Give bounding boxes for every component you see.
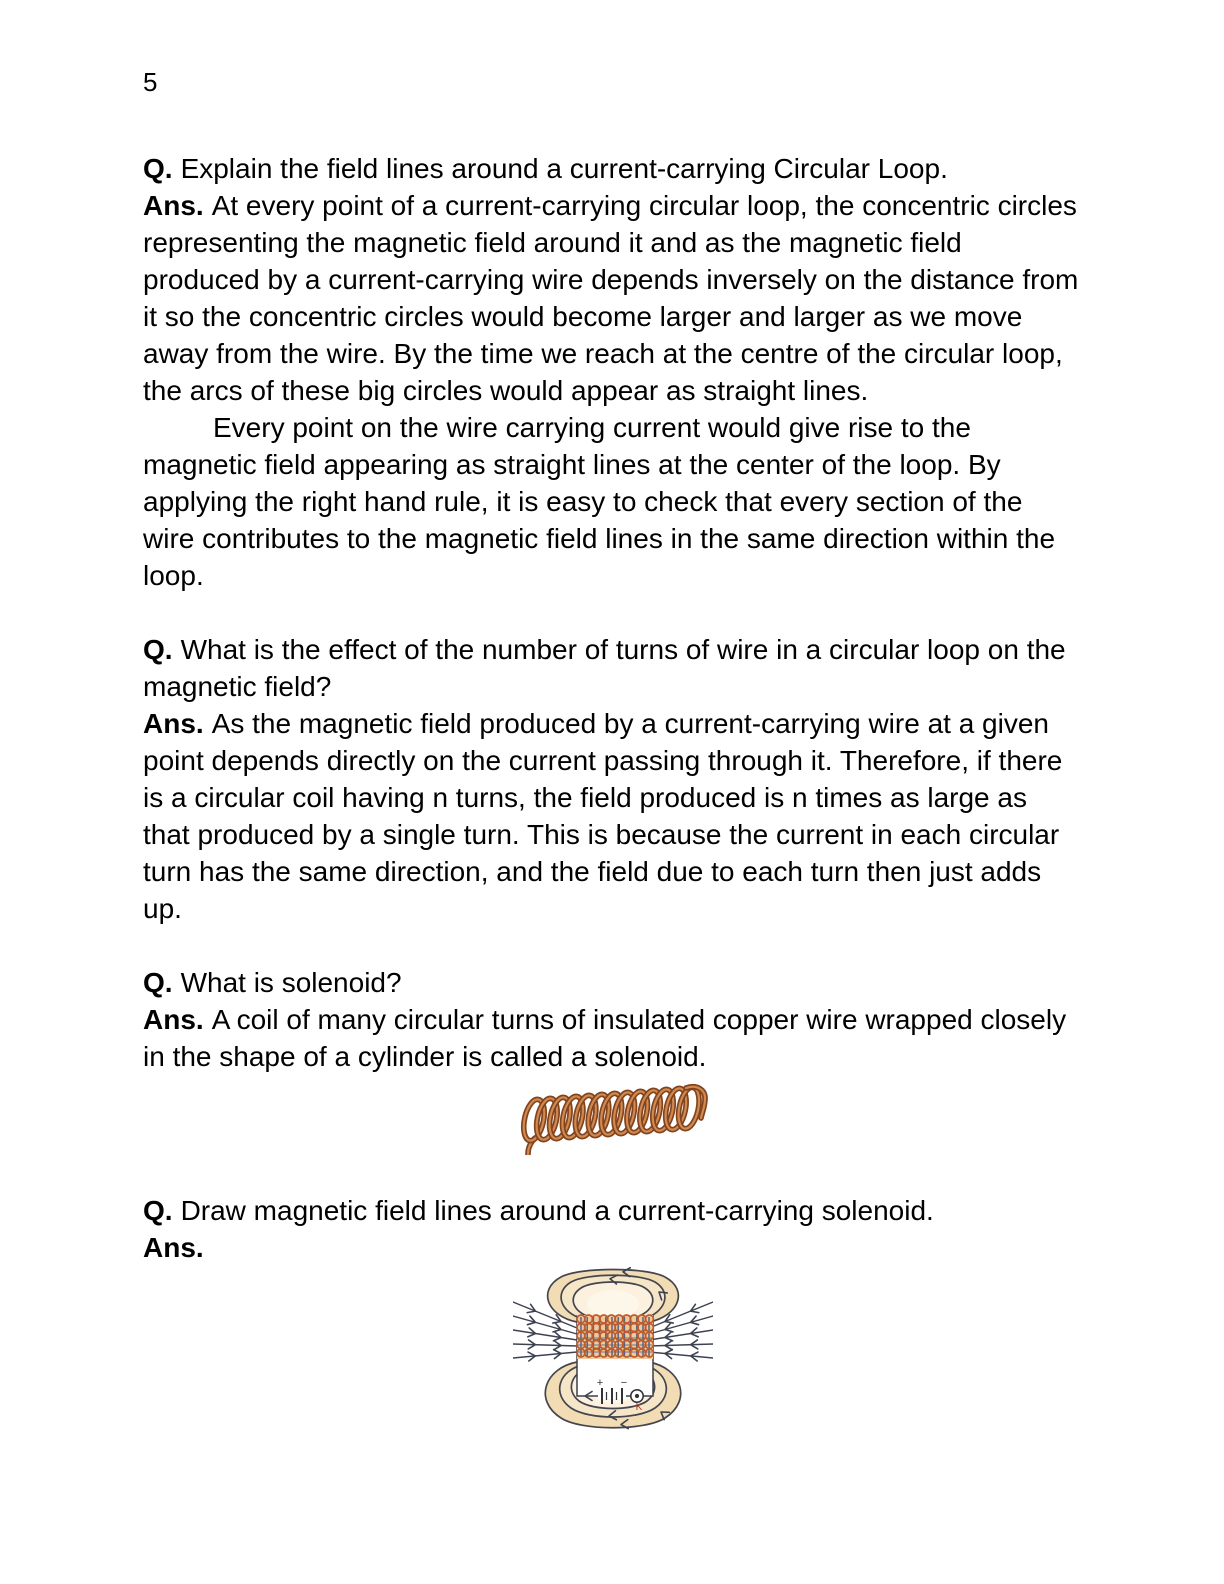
paragraph-gap	[143, 927, 1083, 964]
answer-line	[143, 705, 1083, 742]
qa-block-3	[143, 964, 1083, 1075]
answer-line: that produced by a single turn. This is because the current in each circular	[143, 819, 1060, 850]
q-label: Q.	[143, 1195, 173, 1226]
answer-line	[143, 1001, 1083, 1038]
q-label: Q.	[143, 634, 173, 665]
key-label: K	[635, 1402, 643, 1413]
q-label: Q.	[143, 967, 173, 998]
answer-line: is a circular coil having n turns, the field produced is n times as large as	[143, 782, 1027, 813]
answer-line: Every point on the wire carrying current would give rise to the	[213, 412, 971, 443]
answer-line: away from the wire. By the time we reach at the centre of the circular loop,	[143, 338, 1063, 369]
solenoid-winding	[577, 1315, 653, 1359]
answer-line: representing the magnetic field around it and as the magnetic field	[143, 227, 962, 258]
question-line	[143, 964, 1083, 1001]
ans-label: Ans.	[143, 708, 204, 739]
question-line: magnetic field?	[143, 671, 332, 702]
paragraph-gap	[143, 594, 1083, 631]
answer-line: loop.	[143, 560, 204, 591]
question-text: What is solenoid?	[180, 967, 402, 998]
answer-line: up.	[143, 893, 182, 924]
answer-line: magnetic field appearing as straight lines at the center of the loop. By	[143, 449, 1001, 480]
ans-label: Ans.	[143, 1004, 204, 1035]
solenoid-coil-figure	[143, 1075, 1083, 1155]
answer-text: As the magnetic field produced by a current-carrying wire at a given	[211, 708, 1049, 739]
page-number: 5	[143, 67, 158, 97]
answer-line: turn has the same direction, and the field due to each turn then just adds	[143, 856, 1042, 887]
answer-text: At every point of a current-carrying circular loop, the concentric circles	[211, 190, 1077, 221]
question-line	[143, 150, 1083, 187]
answer-line: wire contributes to the magnetic field lines in the same direction within the	[143, 523, 1056, 554]
qa-block-2	[143, 631, 1083, 927]
answer-line	[143, 187, 1083, 224]
question-text: Draw magnetic field lines around a current-carrying solenoid.	[180, 1195, 934, 1226]
qa-block-4	[143, 1192, 1083, 1266]
question-text: Explain the field lines around a current-carrying Circular Loop.	[180, 153, 948, 184]
battery-plus-label: +	[596, 1377, 604, 1389]
answer-line: point depends directly on the current passing through it. Therefore, if there	[143, 745, 1063, 776]
solenoid-coil-image	[508, 1075, 718, 1155]
question-line	[143, 1192, 1083, 1229]
answer-line: it so the concentric circles would become larger and larger as we move	[143, 301, 1023, 332]
answer-line: applying the right hand rule, it is easy to check that every section of the	[143, 486, 1023, 517]
paragraph-gap	[143, 1155, 1083, 1192]
answer-text: A coil of many circular turns of insulated copper wire wrapped closely	[211, 1004, 1067, 1035]
question-text: What is the effect of the number of turns of wire in a circular loop on the	[180, 634, 1066, 665]
ans-label: Ans.	[143, 190, 204, 221]
ans-label: Ans.	[143, 1232, 204, 1263]
answer-line: the arcs of these big circles would appear as straight lines.	[143, 375, 869, 406]
answer-line: produced by a current-carrying wire depends inversely on the distance from	[143, 264, 1079, 295]
question-line	[143, 631, 1083, 668]
field-lines-figure	[143, 1266, 1083, 1434]
solenoid-field-diagram	[513, 1266, 713, 1434]
answer-line: in the shape of a cylinder is called a solenoid.	[143, 1041, 707, 1072]
answer-line	[143, 1229, 1083, 1266]
q-label: Q.	[143, 153, 173, 184]
battery-minus-label: −	[620, 1377, 628, 1389]
qa-block-1	[143, 150, 1083, 594]
coil-loops	[520, 1085, 702, 1142]
header-gap	[143, 101, 1083, 150]
